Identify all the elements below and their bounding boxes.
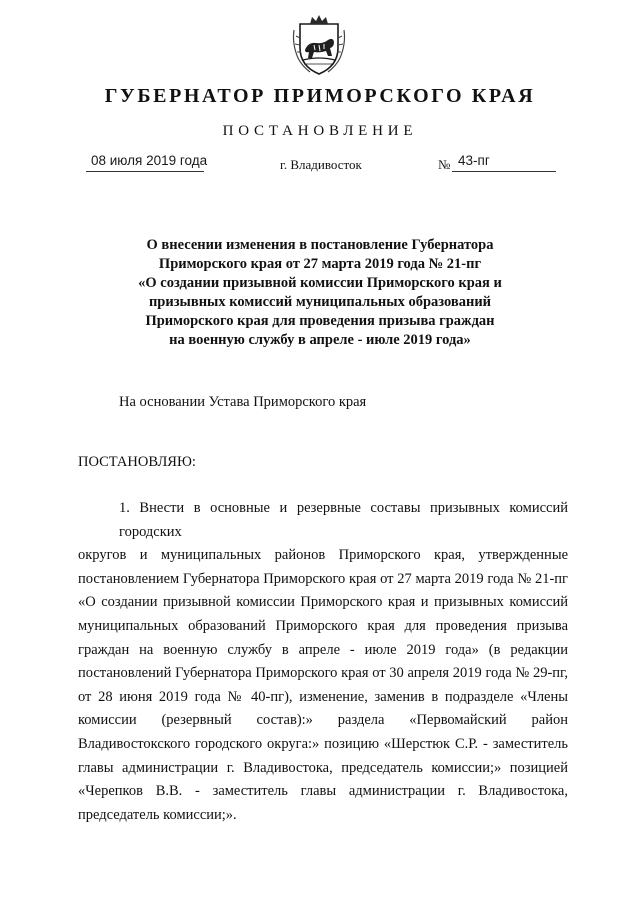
coat-of-arms-icon [290,14,348,78]
paragraph-line: от 28 июня 2019 года № 40-пг), изменение, заменив в подразделе «Члены [78,688,568,705]
title-line: призывных комиссий муниципальных образований [148,294,492,310]
paragraph-line: комиссии (резервный состав):» раздела «Первомайский район [78,712,568,729]
legal-basis: На основании Устава Приморского края [119,394,367,410]
document-title [90,236,550,350]
decree-word: ПОСТАНОВЛЯЮ: [78,454,196,470]
paragraph-1 [78,497,568,827]
paragraph-line: муниципальных образований Приморского края для проведения призыва [78,617,568,634]
document-city: г. Владивосток [280,157,362,172]
paragraph-line: «Черепков В.В. - заместитель главы администрации г. Владивостока, [78,783,568,800]
authority-heading: ГУБЕРНАТОР ПРИМОРСКОГО КРАЯ [104,85,536,107]
paragraph-line: 1. Внести в основные и резервные составы призывных комиссий городских [119,500,568,540]
paragraph-line: председатель комиссии;». [78,806,237,823]
paragraph-line: Владивостокского городского округа:» позицию «Шерстюк С.Р. - заместитель [78,735,568,752]
title-line: Приморского края от 27 марта 2019 года № 21-пг [158,256,482,272]
number-underline [452,171,556,172]
date-underline [86,171,204,172]
paragraph-line: постановлением Губернатора Приморского края от 27 марта 2019 года № 21-пг [78,570,568,587]
document-type: ПОСТАНОВЛЕНИЕ [222,123,418,139]
paragraph-line: граждан на военную службу в апреле - июле 2019 года» (в редакции [78,641,568,658]
document-number: 43-пг [458,153,490,168]
title-line: на военную службу в апреле - июле 2019 года» [169,332,471,348]
number-label: № [438,157,451,172]
paragraph-line: главы администрации г. Владивостока, председатель комиссии;» позицией [78,759,568,776]
paragraph-line: «О создании призывной комиссии Приморского края и призывных комиссий [78,594,568,611]
title-line: О внесении изменения в постановление Губернатора [146,237,494,253]
document-date: 08 июля 2019 года [91,153,208,168]
title-line: Приморского края для проведения призыва граждан [145,313,495,329]
paragraph-line: постановлений Губернатора Приморского края от 30 апреля 2019 года № 29-пг, [78,665,568,682]
paragraph-line: округов и муниципальных районов Приморского края, утвержденные [78,547,568,564]
title-line: «О создании призывной комиссии Приморского края и [138,275,502,291]
